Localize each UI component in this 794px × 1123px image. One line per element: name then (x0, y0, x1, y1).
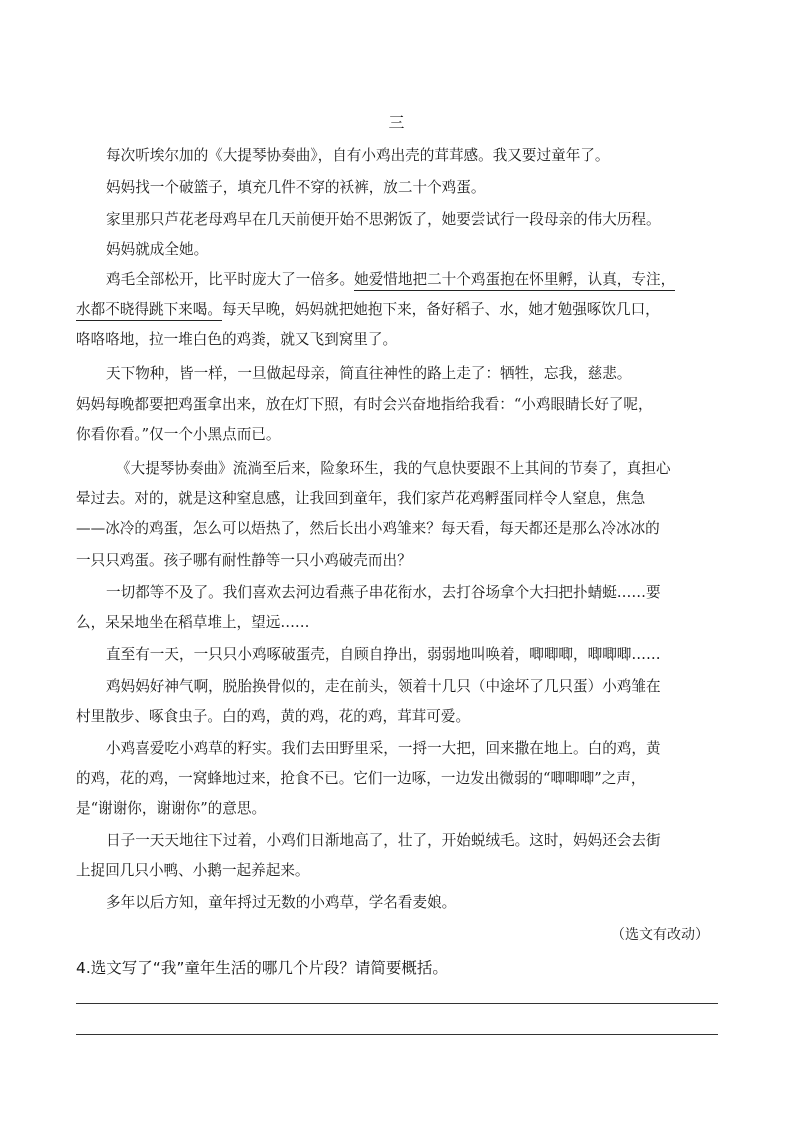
answer-line[interactable] (76, 1034, 718, 1035)
paragraph-line: 是“谢谢你，谢谢你”的意思。 (76, 800, 267, 817)
paragraph-line: 一切都等不及了。我们喜欢去河边看燕子串花衔水，去打谷场拿个大扫把扑蜻蜓……要 (106, 584, 661, 601)
section-heading: 三 (388, 113, 406, 132)
paragraph-line: 晕过去。对的，就是这种窒息感，让我回到童年，我们家芦花鸡孵蛋同样令人窒息，焦急 (76, 490, 646, 507)
paragraph-line: 天下物种，皆一样，一旦做起母亲，简直往神性的路上走了：牺牲，忘我，慈悲。 (106, 365, 632, 382)
paragraph-line: 日子一天天地往下过着，小鸡们日渐地高了，壮了，开始蜕绒毛。这时，妈妈还会去街 (106, 832, 661, 849)
paragraph-line: 多年以后方知，童年捋过无数的小鸡草，学名看麦娘。 (106, 894, 457, 911)
paragraph-line: ——冰冷的鸡蛋，怎么可以焐热了，然后长出小鸡雏来？每天看，每天都还是那么冷冰冰的 (76, 520, 660, 537)
paragraph-line: 家里那只芦花老母鸡早在几天前便开始不思粥饭了，她要尝试行一段母亲的伟大历程。 (106, 211, 661, 228)
paragraph-line: 直至有一天，一只只小鸡啄破蛋壳，自顾自挣出，弱弱地叫唤着，唧唧唧，唧唧唧…… (106, 646, 661, 663)
paragraph-line: 小鸡喜爱吃小鸡草的籽实。我们去田野里采，一捋一大把，回来撒在地上。白的鸡，黄 (106, 740, 661, 757)
paragraph-line: 妈妈每晚都要把鸡蛋拿出来，放在灯下照，有时会兴奋地指给我看：“小鸡眼睛长好了呢， (76, 396, 653, 413)
paragraph-line: 一只只鸡蛋。孩子哪有耐性静等一只小鸡破壳而出？ (76, 552, 412, 569)
paragraph-line (106, 270, 675, 290)
text-segment: 鸡毛全部松开，比平时庞大了一倍多。 (106, 271, 355, 288)
paragraph-line: 每次听埃尔加的《大提琴协奏曲》，自有小鸡出壳的茸茸感。我又要过童年了。 (106, 147, 610, 164)
answer-line[interactable] (76, 1003, 718, 1004)
paragraph-line (76, 300, 660, 320)
question-text: 4.选文写了“我”童年生活的哪几个片段？请简要概括。 (76, 959, 448, 977)
paragraph-line: 么，呆呆地坐在稻草堆上，望远…… (76, 614, 310, 631)
paragraph-line: 的鸡，花的鸡，一窝蜂地过来，抢食不已。它们一边啄，一边发出微弱的“唧唧唧”之声， (76, 770, 646, 787)
paragraph-line: 上捉回几只小鸭、小鹅一起养起来。 (76, 862, 310, 879)
underlined-text: 水都不晓得跳下来喝。 (76, 301, 222, 321)
paragraph-line: 咯咯咯地，拉一堆白色的鸡粪，就又飞到窝里了。 (76, 331, 398, 348)
paragraph-line: 村里散步、啄食虫子。白的鸡，黄的鸡，花的鸡，茸茸可爱。 (76, 708, 471, 725)
paragraph-line: 鸡妈妈好神气啊，脱胎换骨似的，走在前头，领着十几只（中途坏了几只蛋）小鸡雏在 (106, 678, 661, 695)
paragraph-line: 妈妈就成全她。 (106, 241, 209, 258)
source-note: （选文有改动） (611, 927, 709, 943)
paragraph-line: 你看你看。”仅一个小黑点而已。 (76, 426, 281, 443)
paragraph-line: 妈妈找一个破篮子，填充几件不穿的袄裤，放二十个鸡蛋。 (106, 179, 486, 196)
text-segment: 每天早晚，妈妈就把她抱下来，备好稻子、水，她才勉强啄饮几口， (221, 301, 660, 318)
underlined-text: 她爱惜地把二十个鸡蛋抱在怀里孵，认真，专注， (354, 271, 675, 291)
paragraph-line: 《大提琴协奏曲》流淌至后来，险象环生，我的气息快要跟不上其间的节奏了，真担心 (116, 460, 671, 477)
